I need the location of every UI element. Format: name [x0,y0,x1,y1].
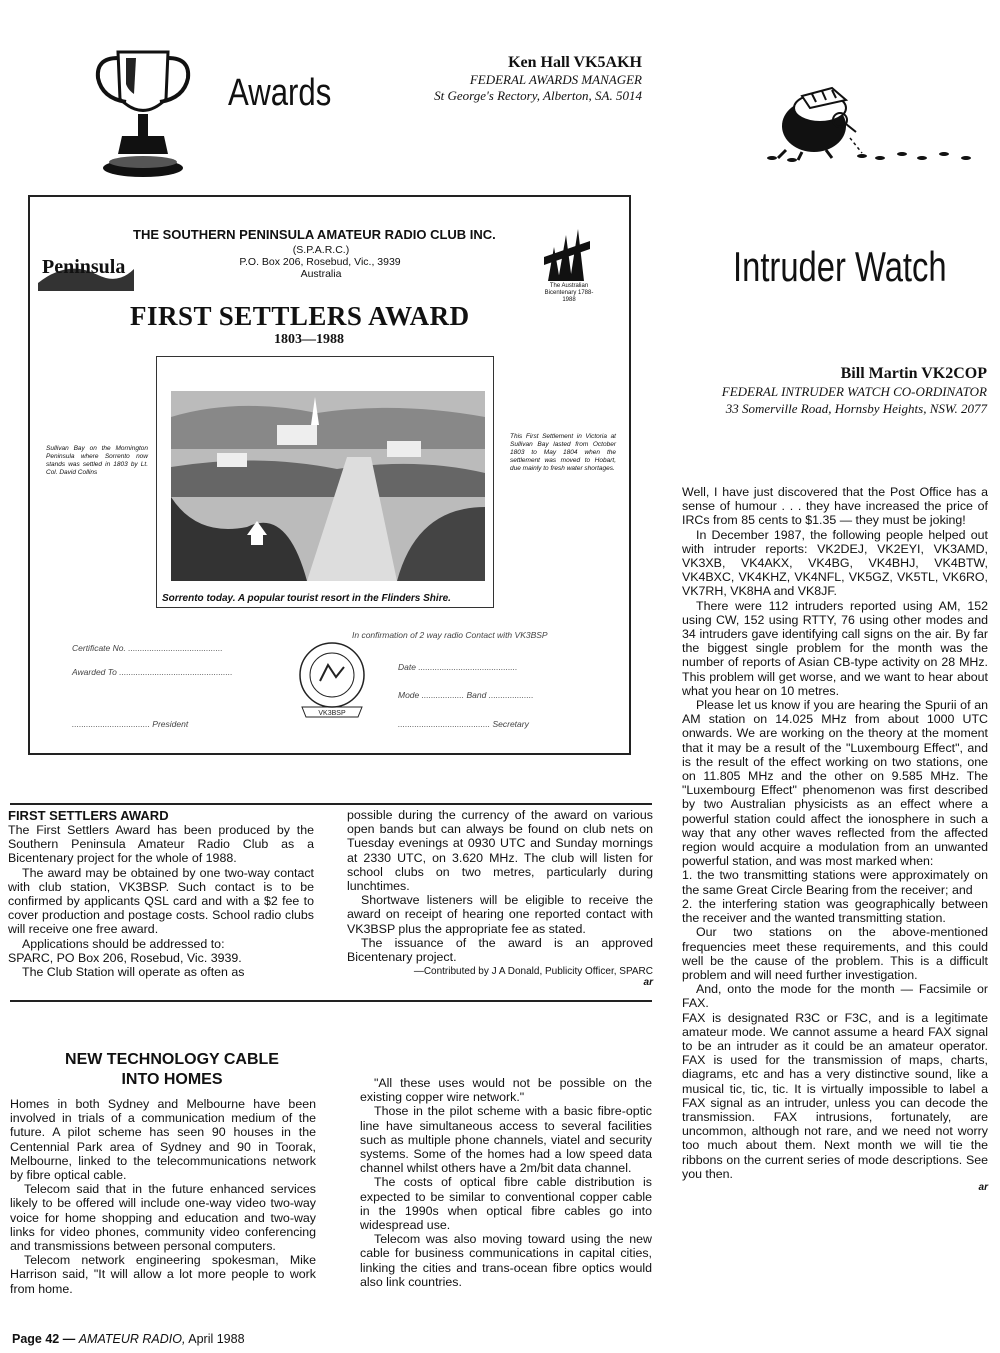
intruder-watch-title: Intruder Watch [733,243,947,290]
certificate-field-awarded: Awarded To ................................................ [72,667,233,677]
author-block [400,54,642,104]
end-mark: ar [978,1181,988,1193]
first-settlers-article-col1 [8,808,314,979]
certificate-club-country: Australia [300,268,342,280]
paragraph: Homes in both Sydney and Melbourne have been involved in trials of a communication medium of the future. A pilot scheme has seen 90 houses in the Centennial Park area of Sydney and 90 in Toorak, Melbourne, linked to the telecommunications network by fibre optical cable. [10,1097,316,1183]
intruder-watch-author-block [640,365,987,417]
author-address: St George's Rectory, Alberton, SA. 5014 [434,88,642,103]
award-certificate [28,195,631,755]
new-tech-heading [32,1050,312,1090]
new-tech-heading-line1: NEW TECHNOLOGY CABLE [65,1051,279,1068]
paragraph: Well, I have just discovered that the Post Office has a sense of humour . . . they have increased the price of IRCs from 85 cents to $1.35 — they must be joking! [682,485,988,528]
paragraph: The issuance of the award is an approved Bicentenary project. [347,935,653,965]
section-title: Awards [228,72,332,114]
club-logo-icon [38,239,134,299]
club-logo-text: Peninsula [42,256,126,278]
page-footer [12,1332,245,1346]
first-settlers-article-col2 [347,808,653,988]
paragraph: The costs of optical fibre cable distribution is expected to be similar to conventional copper cable in the 1990s when optical fibre cables go into widespread use. [360,1175,652,1233]
paragraph: Telecom network engineering spokesman, Mike Harrison said, "It will allow a lot more people to work from home. [10,1253,316,1296]
paragraph: Applications should be addressed to: [22,936,225,951]
sorrento-photo [156,356,494,608]
paragraph: Our two stations on the above-mentioned frequencies meet these requirements, and this could well be the cause of the problem. This is a difficult problem and will need further investigation. [682,925,988,982]
paragraph: In December 1987, the following people helped out with intruder reports: VK2DEJ, VK2EYI, VK3AMD, VK3XB, VK4AKX, VK4BG, VK4BHJ, VK4BTW, VK4BXC, VK4KHZ, VK4NFL, VK5GZ, VK5TL, VK6RO, VK7RH, VK8HA and VK8JF. [682,527,988,599]
certificate-confirmation: In confirmation of 2 way radio Contact with VK3BSP [352,630,548,640]
paragraph: The First Settlers Award has been produced by the Southern Peninsula Amateur Radio Club as a Bicentenary project for the whole of 1988. [8,823,314,866]
bicentenary-text: The Australian Bicentenary 1788-1988 [544,283,594,303]
section-divider [10,803,652,805]
end-mark: ar [643,977,653,989]
paragraph: There were 112 intruders reported using AM, 152 using CW, 152 using RTTY, 76 using other modes and 34 intruders gave identifying call signs on the air. By far the biggest single problem for the month was the number of reports of Asian CB-type activity on 28 MHz. This problem will get worse, and we want to hear about what you hear on 10 metres. [682,598,988,698]
detective-cartoon-icon [762,78,984,166]
magazine-name: AMATEUR RADIO, [78,1332,186,1346]
club-seal-icon [292,637,372,721]
section-divider [10,1000,652,1002]
intruder-watch-article [682,485,988,1195]
certificate-club-abbrev: (S.P.A.R.C.) [292,244,350,256]
paragraph: And, onto the mode for the month — Facsimile or FAX. [682,982,988,1011]
paragraph: 1. the two transmitting stations were approximately on the same Great Circle Bearing from the receiver; and [682,868,988,897]
certificate-field-number: Certificate No. ........................................ [72,643,223,653]
first-settlers-heading: FIRST SETTLERS AWARD [8,808,169,823]
paragraph: 2. the interfering station was geographically between the receiver and the wanted transmitting station. [682,896,988,926]
certificate-field-mode: Mode .................. Band ................... [398,690,534,700]
certificate-field-secretary: ....................................... Secretary [398,719,529,729]
author-name: Ken Hall VK5AKH [508,54,642,71]
certificate-left-note: Sullivan Bay on the Mornington Peninsula where Sorrento now stands was settled in 1803 by Lt. Col. David Collins [46,445,148,476]
author-role: FEDERAL AWARDS MANAGER [469,72,642,87]
trophy-cup-icon [88,44,198,179]
article-credit: —Contributed by J A Donald, Publicity Officer, SPARC [413,966,653,978]
page-number: Page 42 — [12,1332,76,1346]
paragraph: FAX is designated R3C or F3C, and is a legitimate amateur mode. We cannot assume a heard FAX signal to be an intruder as it could be an amateur operator. FAX is used for the transmission of maps, charts, diagrams, etc and has a very distinctive sound, like a musical tic, tic, tic. It is virtually impossible to label a FAX signal as an intruder, unless you can decode the transmission. FAX intrusions, fortunately, are uncommon, although not rare, and we need not worry too much about them. Next month we will tie the ribbons on the current series of mode descriptions. See you then. [682,1010,988,1181]
paragraph: "All these uses would not be possible on the existing copper wire network." [360,1076,652,1105]
intruder-watch-author-role: FEDERAL INTRUDER WATCH CO-ORDINATOR [721,384,987,399]
bicentenary-logo-icon [542,227,592,283]
paragraph: possible during the currency of the award on various open bands but can always be found on club nets on Tuesday evenings at 0930 UTC and Sunday mornings at 2330 UTC, on 3.620 MHz. The club will listen for school clubs on two metres, particularly during lunchtimes. [347,808,653,894]
intruder-watch-author-name: Bill Martin VK2COP [840,365,987,382]
new-tech-article-col1 [10,1097,316,1296]
seal-text: VK3BSP [318,710,346,717]
certificate-field-date: Date .......................................... [398,662,518,672]
certificate-photo-caption: Sorrento today. A popular tourist resort in the Flinders Shire. [162,593,451,604]
paragraph: The award may be obtained by one two-way contact with club station, VK3BSP. Such contact is to be confirmed by applicants QSL card and with a $2 fee to cover production and postage costs. School radio clubs will receive one free award. [8,865,314,937]
issue-date: April 1988 [188,1332,245,1346]
paragraph: The Club Station will operate as often as [22,965,245,980]
certificate-club-name: THE SOUTHERN PENINSULA AMATEUR RADIO CLUB INC. [133,227,496,242]
certificate-award-title: FIRST SETTLERS AWARD [130,301,470,331]
paragraph: Shortwave listeners will be eligible to receive the award on receipt of hearing one reported contact with VK3BSP plus the appropriate fee as stated. [347,893,653,936]
intruder-watch-author-address: 33 Somerville Road, Hornsby Heights, NSW. 2077 [725,401,987,416]
paragraph: Telecom was also moving toward using the new cable for business communications in capital cities, linking the cities and trans-ocean fibre optics would also link countries. [360,1232,652,1289]
paragraph: Telecom said that in the future enhanced services likely to be offered will include one-way video two-way voice for home shopping and education and two-way links for video phones, community video conferencing and transmissions between personal computers. [10,1182,316,1254]
paragraph: SPARC, PO Box 206, Rosebud, Vic. 3939. [8,950,242,965]
new-tech-heading-line2: INTO HOMES [121,1071,223,1088]
paragraph: Those in the pilot scheme with a basic fibre-optic line have simultaneous access to several facilities such as multiple phone channels, viatel and security systems. Some of the homes had a low speed data channel whilst others have a 2m/bit data channel. [360,1104,652,1176]
new-tech-article-col2 [360,1076,652,1289]
paragraph: Please let us know if you are hearing the Spurii of an AM station on 14.025 MHz from about 1000 UTC onwards. We are working on the theory at the moment that it may be a result of the "Luxembourg Effect", and is the result of the effect working on two stations, one on 11.805 MHz and the other on 9.585 MHz. The "Luxembourg Effect" phenomenon was first described by two Australian physicists as an effect where a powerful station could affect the ionosphere in such a way that any other waves reflected from the affected region would acquire a modulation from an unwanted powerful station, and was most marked when: [682,698,988,869]
certificate-right-note: This First Settlement in Victoria at Sullivan Bay lasted from October 1803 to May 1804 when the settlement was moved to Hobart, due mainly to fresh water shortages. [510,433,616,472]
certificate-years: 1803—1988 [274,332,344,347]
certificate-club-address: P.O. Box 206, Rosebud, Vic., 3939 [239,256,401,268]
certificate-field-president: ................................. President [72,719,189,729]
